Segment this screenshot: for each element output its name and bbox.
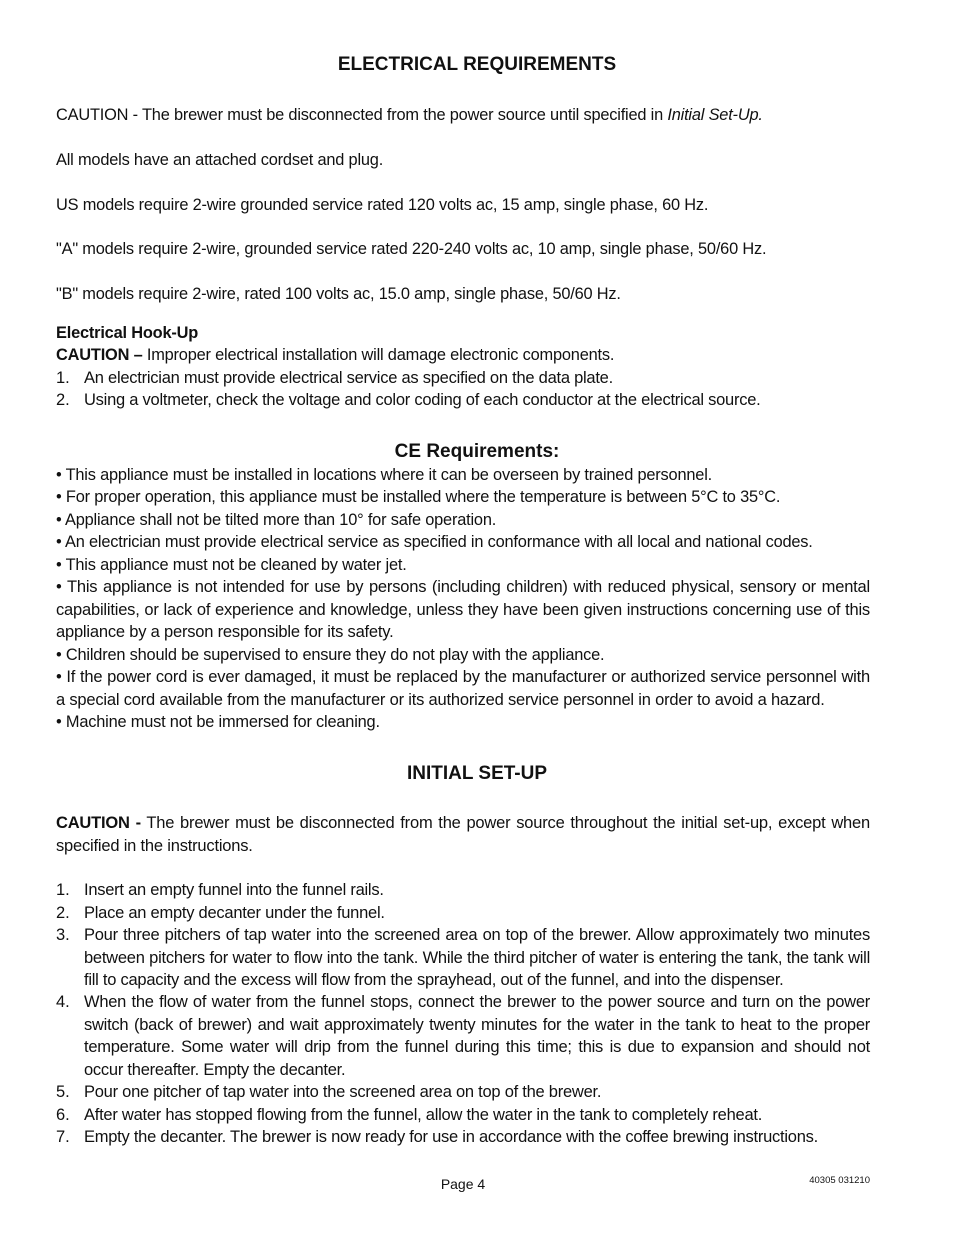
- setup-step-number: 6.: [56, 1106, 70, 1124]
- initial-setup-ref: Initial Set-Up.: [667, 106, 763, 124]
- setup-step-number: 5.: [56, 1083, 70, 1101]
- setup-step-number: 2.: [56, 904, 70, 922]
- ce-heading: CE Requirements:: [394, 441, 560, 462]
- setup-step: Place an empty decanter under the funnel.: [84, 904, 385, 922]
- document-code: 40305 031210: [809, 1175, 870, 1186]
- setup-step-number: 7.: [56, 1128, 70, 1146]
- ce-bullet: • If the power cord is ever damaged, it must be replaced by the manufacturer or authorized service personnel with a special cord available from the manufacturer or its authorized service personnel in order to avoid a hazard.: [56, 668, 870, 709]
- setup-step: Pour one pitcher of tap water into the screened area on top of the brewer.: [84, 1083, 602, 1101]
- ce-bullet: • Machine must not be immersed for cleaning.: [56, 713, 380, 731]
- setup-step: Insert an empty funnel into the funnel rails.: [84, 881, 384, 899]
- hookup-item-number: 2.: [56, 391, 70, 409]
- ce-bullet: • Appliance shall not be tilted more than 10° for safe operation.: [56, 511, 497, 529]
- setup-caution-text: The brewer must be disconnected from the power source throughout the initial set-up, except when specified in the instructions.: [56, 814, 870, 855]
- setup-heading: INITIAL SET-UP: [406, 763, 548, 784]
- setup-step: Empty the decanter. The brewer is now ready for use in accordance with the coffee brewing instructions.: [84, 1128, 818, 1146]
- hookup-item-number: 1.: [56, 369, 70, 387]
- ce-bullet: • For proper operation, this appliance must be installed where the temperature is between 5°C to 35°C.: [56, 488, 781, 506]
- ce-bullet: • This appliance is not intended for use by persons (including children) with reduced physical, sensory or mental capabilities, or lack of experience and knowledge, unless they have been given instructions concerning use of this appliance by a person responsible for its safety.: [56, 578, 870, 641]
- ce-bullet: • An electrician must provide electrical service as specified in conformance with all local and national codes.: [56, 533, 813, 551]
- electrical-caution: [56, 104, 870, 127]
- hookup-heading: Electrical Hook-Up: [56, 324, 199, 342]
- hookup-item: Using a voltmeter, check the voltage and color coding of each conductor at the electrical source.: [84, 391, 761, 409]
- setup-step-number: 3.: [56, 926, 70, 944]
- setup-caution-label: CAUTION -: [56, 814, 141, 832]
- setup-caution: [56, 812, 870, 857]
- electrical-paragraph: "A" models require 2-wire, grounded service rated 220-240 volts ac, 10 amp, single phase, 50/60 Hz.: [56, 240, 767, 258]
- electrical-heading: ELECTRICAL REQUIREMENTS: [337, 54, 617, 75]
- setup-step: Pour three pitchers of tap water into the screened area on top of the brewer. Allow approximately two minutes between pitchers for water to flow into the tank. While the third pitcher of water is entering the tank, the tank will fill to capacity and the excess will flow from the sprayhead, out of the funnel, and into the dispenser.: [84, 926, 870, 989]
- ce-bullet: • This appliance must be installed in locations where it can be overseen by trained personnel.: [56, 466, 712, 484]
- ce-bullet: • This appliance must not be cleaned by water jet.: [56, 556, 407, 574]
- hookup-caution-text: Improper electrical installation will damage electronic components.: [142, 346, 615, 364]
- electrical-paragraph: "B" models require 2-wire, rated 100 volts ac, 15.0 amp, single phase, 50/60 Hz.: [56, 285, 621, 303]
- setup-step-number: 4.: [56, 993, 70, 1011]
- setup-step: When the flow of water from the funnel stops, connect the brewer to the power source and turn on the power switch (back of brewer) and wait approximately twenty minutes for the water in the tank to heat to the proper temperature. Some water will drip from the funnel during this time; this is due to expansion and should not occur thereafter. Empty the decanter.: [84, 993, 870, 1079]
- hookup-caution: [56, 344, 870, 367]
- setup-step-number: 1.: [56, 881, 70, 899]
- ce-bullet: • Children should be supervised to ensure they do not play with the appliance.: [56, 646, 605, 664]
- hookup-caution-label: CAUTION –: [56, 346, 143, 364]
- electrical-caution-text: CAUTION - The brewer must be disconnected from the power source until specified in: [56, 106, 668, 124]
- electrical-paragraph: US models require 2-wire grounded service rated 120 volts ac, 15 amp, single phase, 60 Hz.: [56, 196, 709, 214]
- setup-step: After water has stopped flowing from the funnel, allow the water in the tank to completely reheat.: [84, 1106, 763, 1124]
- electrical-paragraph: All models have an attached cordset and plug.: [56, 151, 384, 169]
- hookup-item: An electrician must provide electrical service as specified on the data plate.: [84, 369, 613, 387]
- page-number: Page 4: [440, 1176, 486, 1192]
